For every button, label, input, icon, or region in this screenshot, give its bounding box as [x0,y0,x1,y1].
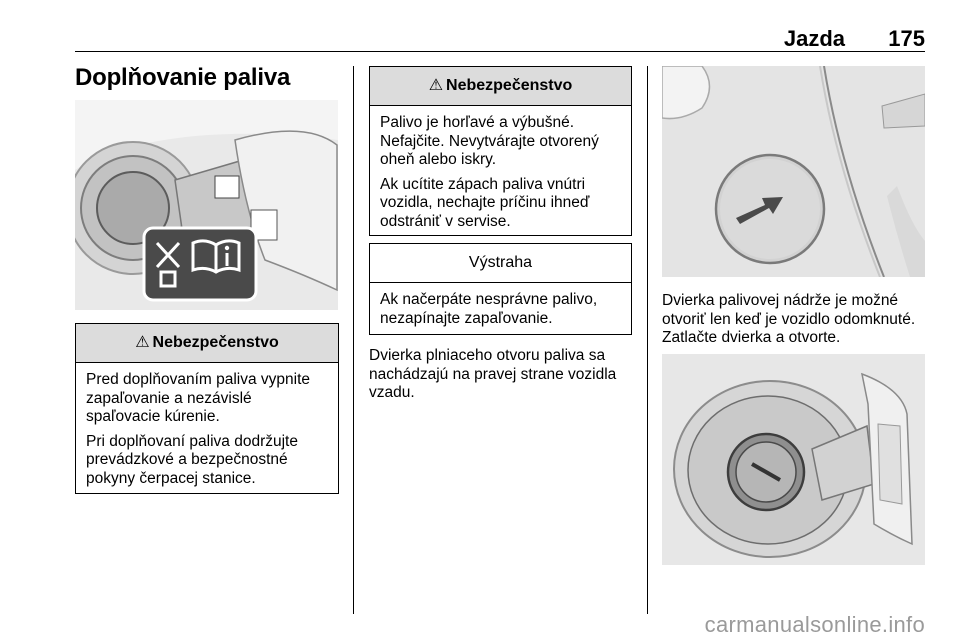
fuel-flap-closed-svg [662,66,925,277]
danger-callout-header [370,67,631,106]
danger-callout-heading: Nebezpečenstvo [446,77,573,94]
danger-callout-fuel [369,66,632,236]
column-divider [647,66,648,614]
warning-triangle-icon: ⚠ [135,334,150,351]
watermark: carmanualsonline.info [704,612,925,637]
fuel-flap-open-illustration [662,354,925,565]
danger-callout-header [76,324,338,363]
caution-callout-body [370,283,631,336]
section-title: Doplňovanie paliva [75,64,291,91]
danger-callout-paragraph: Ak ucítite zápach paliva vnútri vozidla, nechajte príčinu ihneď odstrániť v servise. [380,175,590,230]
caution-callout-paragraph: Ak načerpáte nesprávne palivo, nezapínajte zapaľovanie. [380,291,598,327]
page-number: 175 [888,26,925,51]
danger-callout-refuel [75,323,339,494]
fuel-flap-open-svg [662,354,925,565]
caution-callout-heading: Výstraha [370,244,631,283]
column-divider [353,66,354,614]
danger-callout-body [370,106,631,239]
danger-callout-body [76,363,338,496]
caution-callout [369,243,632,335]
fuel-filler-label-illustration [75,100,338,310]
danger-callout-paragraph: Palivo je horľavé a výbušné. Nefajčite. Nevytvárajte otvorený oheň alebo iskry. [380,114,599,168]
danger-callout-paragraph: Pri doplňovaní paliva dodržujte prevádzkové a bezpečnostné pokyny čerpacej stanice. [86,432,298,487]
warning-triangle-icon: ⚠ [428,77,444,94]
header-rule [75,51,925,52]
flap-location-paragraph: Dvierka plniaceho otvoru paliva sa nachádzajú na pravej strane vozidla vzadu. [369,347,617,401]
danger-callout-heading: Nebezpečenstvo [152,334,279,351]
flap-open-paragraph: Dvierka palivovej nádrže je možné otvoriť len keď je vozidlo odomknuté. Zatlačte dvierka a otvorte. [662,292,916,346]
running-header-title: Jazda [783,26,845,51]
fuel-filler-label-svg [75,100,338,310]
danger-callout-paragraph: Pred doplňovaním paliva vypnite zapaľovanie a nezávislé spaľovacie kúrenie. [86,371,311,425]
fuel-flap-closed-illustration [662,66,925,277]
